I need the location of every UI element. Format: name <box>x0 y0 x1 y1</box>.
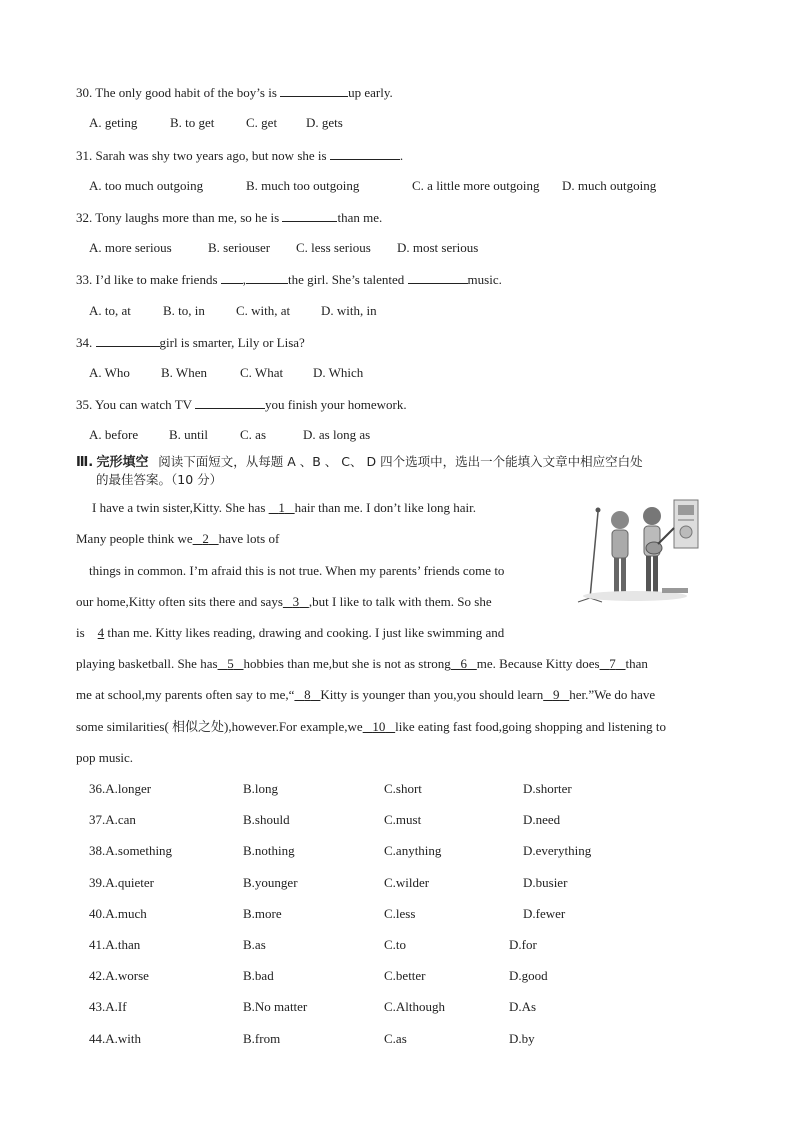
answer-blank-1[interactable] <box>221 271 243 284</box>
answer-blank[interactable] <box>96 334 160 347</box>
answer-blank[interactable] <box>282 209 337 222</box>
question-text: 33. I’d like to make friends <box>76 272 221 287</box>
question-32 <box>76 209 382 226</box>
blank-10: 10 <box>372 719 386 734</box>
passage-text: our home,Kitty often sits there and says <box>76 594 283 609</box>
option-a[interactable]: A. before <box>89 427 139 442</box>
comma: , <box>242 272 247 287</box>
option-b[interactable]: B. much too outgoing <box>246 178 360 193</box>
passage-text: her.”We do have <box>569 687 656 702</box>
passage-line <box>76 656 648 672</box>
passage-line <box>76 531 279 547</box>
cloze-option-c[interactable]: C.better <box>384 968 426 984</box>
cloze-option-d[interactable]: D.for <box>509 937 537 952</box>
passage-text: some similarities( 相似之处),however.For example,we <box>76 719 363 734</box>
section-heading <box>76 454 643 471</box>
question-text-end: music. <box>467 272 502 287</box>
cloze-option-d[interactable]: D.good <box>509 968 548 984</box>
cloze-option-d[interactable]: D.by <box>509 1030 535 1046</box>
option-b[interactable]: B. to, in <box>163 303 205 318</box>
cloze-option-c[interactable]: C.must <box>384 812 422 828</box>
passage-line <box>92 500 476 516</box>
option-d[interactable]: D. most serious <box>397 240 479 255</box>
passage-line <box>76 625 504 641</box>
passage-line <box>76 719 666 735</box>
question-text: 30. The only good habit of the boy’s is <box>76 85 281 100</box>
option-a[interactable]: A. Who <box>89 365 130 380</box>
question-34 <box>76 334 305 351</box>
blank-4: 4 <box>97 625 105 640</box>
question-text: 31. Sarah was shy two years ago, but now she is <box>76 148 330 163</box>
blank-2: 2 <box>202 531 209 546</box>
cloze-option-d[interactable]: D.busier <box>523 874 568 890</box>
blank-6: 6 <box>460 656 468 671</box>
answer-blank-3[interactable] <box>408 271 468 284</box>
blank-9: 9 <box>552 687 560 702</box>
section-title: 完形填空 <box>96 455 149 470</box>
option-c[interactable]: C. less serious <box>296 240 371 255</box>
option-a[interactable]: A. to, at <box>89 303 131 318</box>
cloze-option-d[interactable]: D.As <box>509 999 537 1015</box>
cloze-option-b[interactable]: B.more <box>243 905 282 921</box>
question-text-end: up early. <box>348 85 393 100</box>
option-a[interactable]: A. geting <box>89 115 138 130</box>
option-c[interactable]: C. a little more outgoing <box>412 178 540 193</box>
option-d[interactable]: D. Which <box>313 365 364 380</box>
cloze-option-d[interactable]: D.fewer <box>523 905 566 921</box>
blank-1: 1 <box>278 500 285 515</box>
cloze-option-b[interactable]: B.bad <box>243 968 274 984</box>
question-text: 32. Tony laughs more than me, so he is <box>76 210 283 225</box>
option-b[interactable]: B. until <box>169 427 209 442</box>
question-33 <box>76 271 502 288</box>
option-c[interactable]: C. What <box>240 365 284 380</box>
passage-text: have lots of <box>218 531 280 546</box>
answer-blank-2[interactable] <box>246 271 288 284</box>
question-35 <box>76 396 407 413</box>
cloze-option-d[interactable]: D.everything <box>523 843 592 859</box>
passage-line <box>76 594 492 610</box>
option-b[interactable]: B. seriouser <box>208 240 271 255</box>
passage-text: like eating fast food,going shopping and listening to <box>395 719 666 734</box>
option-b[interactable]: B. to get <box>170 115 215 130</box>
passage-text: is <box>76 625 88 640</box>
blank-3: 3 <box>292 594 300 609</box>
cloze-option-b[interactable]: B.nothing <box>243 843 295 859</box>
girls-singing-illustration <box>570 490 700 608</box>
cloze-option-a[interactable]: 37.A.can <box>89 812 136 828</box>
passage-text: I have a twin sister,Kitty. She has <box>92 500 269 515</box>
passage-text: Kitty is younger than you,you should learn <box>320 687 544 702</box>
passage-line: things in common. I’m afraid this is not true. When my parents’ friends come to <box>89 563 505 578</box>
answer-blank[interactable] <box>280 84 348 97</box>
cloze-option-c[interactable]: C.wilder <box>384 874 430 890</box>
passage-text: hobbies than me,but she is not as strong <box>243 656 451 671</box>
cloze-option-b[interactable]: B.No matter <box>243 999 308 1015</box>
cloze-option-c[interactable]: C.as <box>384 1030 407 1046</box>
passage-text: playing basketball. She has <box>76 656 218 671</box>
passage-text: ,but I like to talk with them. So she <box>308 594 492 609</box>
passage-text: than me. Kitty likes reading, drawing and cooking. I just like swimming and <box>104 625 505 640</box>
question-text-end: than me. <box>337 210 383 225</box>
cloze-option-c[interactable]: C.anything <box>384 843 442 859</box>
option-a[interactable]: A. too much outgoing <box>89 178 204 193</box>
cloze-option-d[interactable]: D.need <box>523 812 561 828</box>
cloze-option-a[interactable]: 38.A.something <box>89 843 173 859</box>
passage-text: me. Because Kitty does <box>476 656 600 671</box>
question-text-mid: the girl. She’s talented <box>288 272 408 287</box>
cloze-option-d[interactable]: D.shorter <box>523 781 572 796</box>
cloze-option-b[interactable]: B.from <box>243 1030 281 1046</box>
blank-5: 5 <box>227 656 234 671</box>
blank-8: 8 <box>304 687 311 702</box>
question-text: 34. <box>76 335 96 350</box>
cloze-option-b[interactable]: B.younger <box>243 874 298 890</box>
cloze-option-b[interactable]: B.as <box>243 937 266 952</box>
question-text: 35. You can watch TV <box>76 397 196 412</box>
passage-text: me at school,my parents often say to me,“ <box>76 687 295 702</box>
option-c[interactable]: C. with, at <box>236 303 291 318</box>
cloze-option-a[interactable]: 36.A.longer <box>89 781 152 796</box>
passage-text: hair than me. I don’t like long hair. <box>294 500 476 515</box>
cloze-option-a[interactable]: 39.A.quieter <box>89 874 154 890</box>
question-text-end: girl is smarter, Lily or Lisa? <box>159 335 305 350</box>
answer-blank[interactable] <box>195 396 265 409</box>
passage-line <box>76 687 655 703</box>
question-text-end: you finish your homework. <box>265 397 407 412</box>
cloze-option-a[interactable]: 41.A.than <box>89 937 141 952</box>
option-d[interactable]: D. with, in <box>321 303 377 318</box>
option-b[interactable]: B. When <box>161 365 207 380</box>
cloze-option-c[interactable]: C.Although <box>384 999 446 1015</box>
cloze-option-b[interactable]: B.long <box>243 781 279 796</box>
cloze-option-a[interactable]: 42.A.worse <box>89 968 149 984</box>
question-text-end: . <box>399 148 404 163</box>
cloze-option-c[interactable]: C.to <box>384 937 407 952</box>
cloze-option-b[interactable]: B.should <box>243 812 290 828</box>
section-instructions: 阅读下面短文，从每题 A 、B 、 C、 D 四个选项中，选出一个能填入文章中相应空白处 <box>158 454 643 469</box>
answer-blank[interactable] <box>330 147 400 160</box>
option-c[interactable]: C. as <box>240 427 266 442</box>
option-c[interactable]: C. get <box>246 115 278 130</box>
cloze-option-c[interactable]: C.short <box>384 781 422 796</box>
question-31 <box>76 147 403 164</box>
cloze-option-a[interactable]: 40.A.much <box>89 905 147 921</box>
option-d[interactable]: D. gets <box>306 115 343 130</box>
question-30 <box>76 84 393 101</box>
cloze-option-a[interactable]: 44.A.with <box>89 1030 141 1046</box>
section-number: Ⅲ. <box>76 455 94 470</box>
cloze-option-a[interactable]: 43.A.If <box>89 999 127 1015</box>
blank-7: 7 <box>609 656 616 671</box>
section-instructions-cont: 的最佳答案。（10 分） <box>96 472 223 487</box>
passage-text: than <box>625 656 648 671</box>
passage-text: Many people think we <box>76 531 193 546</box>
option-d[interactable]: D. much outgoing <box>562 178 657 193</box>
option-a[interactable]: A. more serious <box>89 240 172 255</box>
option-d[interactable]: D. as long as <box>303 427 371 442</box>
passage-line: pop music. <box>76 750 134 765</box>
cloze-option-c[interactable]: C.less <box>384 905 416 921</box>
